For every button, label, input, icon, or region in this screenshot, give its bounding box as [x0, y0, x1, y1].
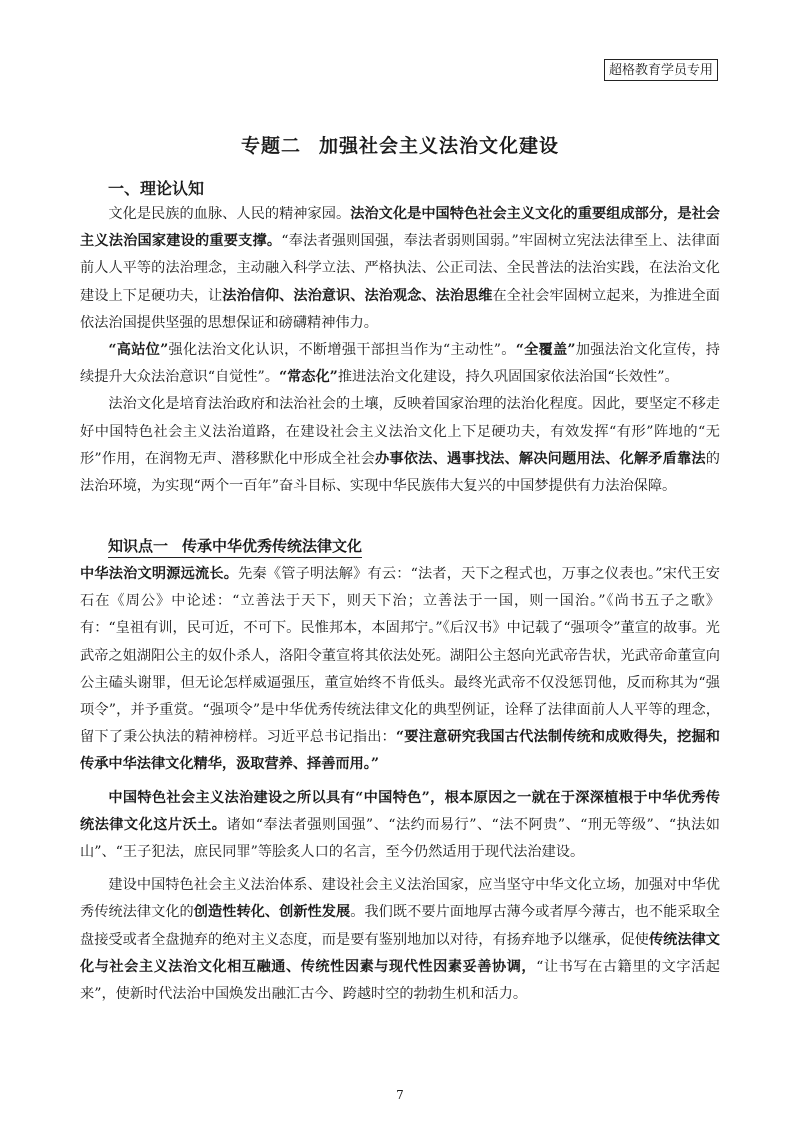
bold-run: 法治文化是中国特色社会主义文化的重要组成部分，是社会主义法治国家建设的重要支撑。	[80, 206, 720, 250]
text-run: 文化是民族的血脉、人民的精神家园。	[108, 206, 351, 222]
bold-run: 中华法治文明源远流长。	[80, 566, 239, 582]
usage-badge: 超格教育学员专用	[604, 59, 718, 81]
paragraph-5	[80, 785, 720, 867]
bold-run: 中国特色社会主义法治建设之所以具有“中国特色”，根本原因之一就在于深深植根于中华优秀传统法律文化这片沃土。	[80, 789, 720, 833]
paragraph-3	[80, 391, 720, 500]
knowledge-block	[80, 561, 720, 1008]
bold-run: “常态化”	[278, 369, 338, 386]
bold-run: 办事依法、遇事找法、解决问题用法、化解矛盾靠法	[375, 450, 706, 467]
bold-run: 法治信仰、法治意识、法治观念、法治思维	[222, 287, 493, 304]
paragraph-4	[80, 561, 720, 779]
paragraph-2	[80, 337, 720, 391]
bold-run: “要注意研究我国古代法制传统和成败得失，挖掘和传承中华法律文化精华，汲取营养、择善而用。”	[80, 729, 720, 773]
bold-run: “高站位”	[108, 342, 169, 359]
text-run: 建设中国特色社会主义法治体系、建设社会主义法治国家，应当坚守中华文化立场，加强对中华优秀传统法律文化的	[80, 877, 720, 921]
text-run: 加强法治文化宣传，持续提升大众法治意识“自觉性”。	[80, 342, 720, 386]
bold-run: 传统法律文化与社会主义法治文化相互融通、传统性因素与现代性因素妥善协调，	[80, 931, 720, 975]
text-run: 推进法治文化建设，持久巩固国家依法治国“长效性”。	[337, 369, 679, 386]
text-run: 。我们既不要片面地厚古薄今或者厚今薄古，也不能采取全盘接受或者全盘抛弃的绝对主义态度，而是要有鉴别地加以对待，有扬弃地予以继承，促使	[80, 904, 720, 948]
text-run: 法治文化是培育法治政府和法治社会的土壤，反映着国家治理的法治化程度。因此，要坚定不移走好中国特色社会主义法治道路，在建设社会主义法治文化上下足硬功夫，有效发挥“有形”阵地的“无形”作用，在润物无声、潜移默化中形成全社会	[80, 396, 720, 467]
text-run: 强化法治文化认识，不断增强干部担当作为“主动性”。	[168, 342, 516, 359]
paragraph-6	[80, 872, 720, 1008]
page-title	[0, 131, 800, 158]
paragraph-1	[80, 201, 720, 337]
knowledge-point-heading	[108, 535, 362, 558]
knowledge-point-topic: 传承中华优秀传统法律文化	[182, 537, 363, 555]
knowledge-point-label: 知识点一	[108, 537, 169, 555]
text-run: “奉法者强则国强，奉法者弱则国弱。”牢固树立宪法法律至上、法律面前人人平等的法治理念，主动融入科学立法、严格执法、公正司法、全民普法的法治实践，在法治文化建设上下足硬功夫，让	[80, 233, 720, 304]
title-topic-name: 加强社会主义法治文化建设	[319, 135, 560, 157]
text-run: 在全社会牢固树立起来，为推进全面依法治国提供坚强的思想保证和磅礴精神伟力。	[80, 287, 720, 331]
text-run: 先秦《管子明法解》有云：“法者，天下之程式也，万事之仪表也。”宋代王安石在《周公》中论述：“立善法于天下，则天下治；立善法于一国，则一国治。”《尚书五子之歌》有：“皇祖有训，民可近，不可下。民惟邦本，本固邦宁。”《后汉书》中记载了“强项令”董宣的故事。光武帝之姐湖阳公主的奴仆杀人，洛阳令董宣将其依法处死。湖阳公主怒向光武帝告状，光武帝命董宣向公主磕头谢罪，但无论怎样威逼强压，董宣始终不肯低头。最终光武帝不仅没惩罚他，反而称其为“强项令”，并予重赏。“强项令”是中华优秀传统法律文化的典型例证，诠释了法律面前人人平等的理念，留下了秉公执法的精神榜样。习近平总书记指出：	[80, 566, 720, 746]
title-topic-number: 专题二	[240, 135, 301, 157]
text-run: 诸如“奉法者强则国强”、“法约而易行”、“法不阿贵”、“刑无等级”、“执法如山”、“王子犯法，庶民同罪”等脍炙人口的名言，至今仍然适用于现代法治建设。	[80, 816, 720, 861]
bold-run: 创造性转化、创新性发展	[193, 904, 351, 921]
section-heading: 一、理论认知	[108, 179, 205, 198]
page-number: 7	[396, 1088, 404, 1102]
text-run: “让书写在古籍里的文字活起来”，使新时代法治中国焕发出融汇古今、跨越时空的勃勃生机和活力。	[80, 958, 720, 1003]
text-run: 的法治环境，为实现“两个一百年”奋斗目标、实现中华民族伟大复兴的中国梦提供有力法治保障。	[80, 450, 720, 495]
bold-run: “全覆盖”	[515, 342, 576, 359]
intro-block	[80, 201, 720, 500]
